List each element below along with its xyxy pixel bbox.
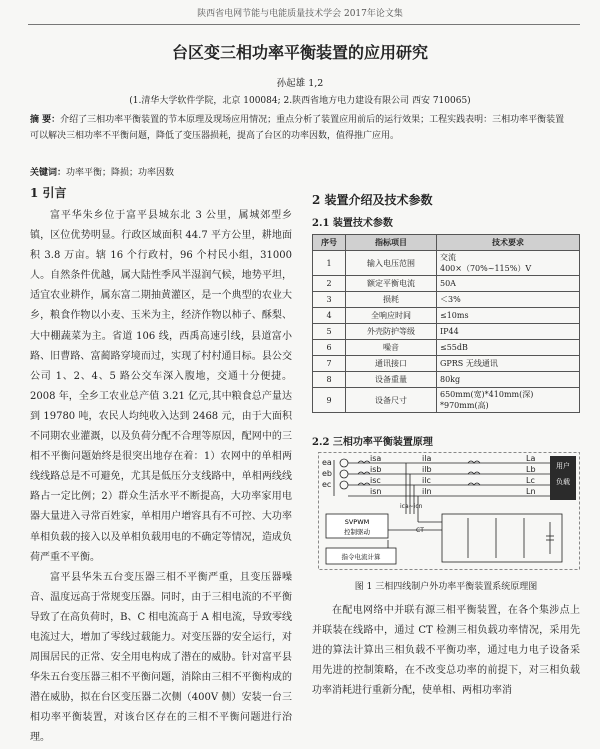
table-cell: 损耗 <box>346 292 437 308</box>
out-label-Lc: Lc <box>526 476 535 485</box>
affiliation: (1.清华大学软件学院，北京 100084; 2.陕西省地方电力建设有限公司 西安 710065) <box>129 96 471 106</box>
abstract-label: 摘 要： <box>30 115 61 125</box>
table-cell: IP44 <box>437 324 580 340</box>
source-circle-b <box>340 470 348 478</box>
table-cell: 650mm(宽)*410mm(深) *970mm(高) <box>437 388 580 413</box>
table-cell: 6 <box>313 340 346 356</box>
source-circle-c <box>340 481 348 489</box>
spec-table <box>312 234 580 413</box>
table-cell: 50A <box>437 276 580 292</box>
table-header: 技术要求 <box>437 235 580 251</box>
table-cell: 设备重量 <box>346 372 437 388</box>
table-cell: GPRS 无线通讯 <box>437 356 580 372</box>
table-row <box>313 388 580 413</box>
table-cell: 9 <box>313 388 346 413</box>
running-header: 陕西省电网节能与电能质量技术学会 2017年论文集 <box>197 9 403 19</box>
table-header: 指标项目 <box>346 235 437 251</box>
table-row <box>313 308 580 324</box>
current-label-ila: ila <box>422 454 432 463</box>
table-cell: 噪音 <box>346 340 437 356</box>
table-cell: 设备尺寸 <box>346 388 437 413</box>
ct-label: ica~icn <box>400 503 423 510</box>
table-cell: 1 <box>313 251 346 276</box>
table-cell: 7 <box>313 356 346 372</box>
abstract <box>30 112 570 145</box>
current-label-isn: isn <box>370 487 382 496</box>
table-cell: 额定平衡电流 <box>346 276 437 292</box>
table-cell: 4 <box>313 308 346 324</box>
keywords-text: 功率平衡；降损；功率因数 <box>66 168 175 178</box>
calc-label: 指令电流计算 <box>341 553 381 561</box>
abstract-text: 介绍了三相功率平衡装置的节本原理及现场应用情况；重点分析了装置应用前后的运行效果；工程实践表明：三相功率平衡装置可以解决三相功率不平衡问题，降低了变压器损耗，提高了台区的功率因数，值得推广应用。 <box>30 115 565 142</box>
table-cell: 3 <box>313 292 346 308</box>
table-row <box>313 356 580 372</box>
section2-1-heading: 2.1 装置技术参数 <box>312 218 393 229</box>
current-label-ilb: ilb <box>422 465 432 474</box>
table-cell: 输入电压范围 <box>346 251 437 276</box>
table-row <box>313 251 580 276</box>
section2-heading: 2 装置介绍及技术参数 <box>312 193 433 207</box>
header-rule <box>28 24 580 25</box>
out-label-Lb: Lb <box>526 465 536 474</box>
table-cell: 5 <box>313 324 346 340</box>
user-load-label-1: 用户负载 <box>556 462 570 486</box>
table-row <box>313 372 580 388</box>
spec-table-wrap <box>312 234 580 413</box>
inverter-bridge <box>442 514 562 562</box>
section2-paragraph: 在配电网络中并联有源三相平衡装置，在各个集涉点上并联装在线路中，通过 CT 检测三相负载功率情况，采用先进的算法计算出三相负载不平衡功率，通过电力电子设备采用先进的控制策略，在不改变总功率的前提下，对三相负载功率消耗进行重新分配，使单相、两相功率消 <box>312 605 580 697</box>
current-label-isc: isc <box>370 476 381 485</box>
section1-paragraph-2: 富平县华朱五台变压器三相不平衡严重，且变压器噪音、温度远高于常规变压器。同时，由于三相电流的不平衡导致了在高负荷时，B、C 相电流高于 A 相电流，导致零线电流过大，增加了零线过载能力。对变压器的安全运行，对周围居民的正常、安全用电构成了潜在的威胁。针对富平县华朱五台变压器三相不平衡问题，消除由三相不平衡构成的潜在威胁，拟在台区变压器二次侧（400V 侧）安装一台三相功率平衡装置，对该台区存在的三相不平衡问题进行治理。 <box>30 571 292 744</box>
table-row <box>313 276 580 292</box>
table-cell: 全响应时间 <box>346 308 437 324</box>
section1-heading: 1 引言 <box>30 186 67 200</box>
table-cell: 交流 400×（70%~115%）V <box>437 251 580 276</box>
source-label-ec: ec <box>322 480 332 489</box>
author: 孙起雄 1,2 <box>276 78 324 89</box>
table-cell: ＜3% <box>437 292 580 308</box>
current-label-isb: isb <box>370 465 382 474</box>
source-label-ea: ea <box>322 458 332 467</box>
table-cell: ≤10ms <box>437 308 580 324</box>
section1-body <box>30 206 292 749</box>
principle-diagram <box>318 452 580 570</box>
table-cell: 2 <box>313 276 346 292</box>
table-header: 序号 <box>313 235 346 251</box>
table-cell: 通讯接口 <box>346 356 437 372</box>
svpwm-label-1: SVPWM <box>344 518 370 526</box>
current-label-ilc: ilc <box>422 476 431 485</box>
table-cell: ≤55dB <box>437 340 580 356</box>
current-label-iln: iln <box>422 487 432 496</box>
paper-title: 台区变三相功率平衡装置的应用研究 <box>171 43 428 62</box>
out-label-Ln: Ln <box>526 487 536 496</box>
svpwm-label-2: 控制驱动 <box>344 528 370 536</box>
ct2-label: CT <box>416 527 424 534</box>
section2-2-heading: 2.2 三相功率平衡装置原理 <box>312 437 433 448</box>
figure-caption: 图 1 三相四线制户外功率平衡装置系统原理图 <box>354 582 538 592</box>
keywords-label: 关键词： <box>30 168 67 178</box>
section1-paragraph-1: 富平华朱乡位于富平县城东北 3 公里，属城郊型乡镇，区位优势明显。行政区域面积 44.7 平方公里，耕地面积 3.8 万亩。辖 16 个行政村，96 个村民小组，31000 人。自然条件优越，属大陆性季风半湿润气候，地势平坦，适宜农业耕作，属东富二期抽黄灌区，是一个典型的农业大乡，粮食作物以小麦、玉米为主，经济作物以柿子、酥梨、大中棚蔬菜为主。省道 106 线，西禹高速引线，县道富小路、旧曹路、富蔺路穿境而过，实现了村村通目标。县公交公司 1、2、4、5 路公交车深入腹地，交通十分便捷。2008 年，全乡工农业总产值 3.21 亿元,其中粮食总产量达到 19780 吨，农民人均纯收入达到 2468 元，由于大面积不同期农业灌溉，以及负荷分配不合理等原因，配网中的三相不平衡问题始终是很突出地存在着：1）农网中的单相两线线路总是不可避免，尤其是低压分支线路中，单相两线线路占一定比例；2）群众生活水平不断提高，大功率家用电器大量进入寻常百姓家，单相用户增容具有不可控、大功率单相负载的接入以及单相负载用电的不确定等情况，造成负荷严重不平衡。 <box>30 210 292 563</box>
table-cell: 外壳防护等级 <box>346 324 437 340</box>
current-label-isa: isa <box>370 454 382 463</box>
source-label-eb: eb <box>322 469 332 478</box>
out-label-La: La <box>526 454 536 463</box>
table-row <box>313 324 580 340</box>
table-row <box>313 292 580 308</box>
table-cell: 8 <box>313 372 346 388</box>
table-row <box>313 340 580 356</box>
source-circle-a <box>340 459 348 467</box>
keywords <box>30 165 570 178</box>
table-cell: 80kg <box>437 372 580 388</box>
